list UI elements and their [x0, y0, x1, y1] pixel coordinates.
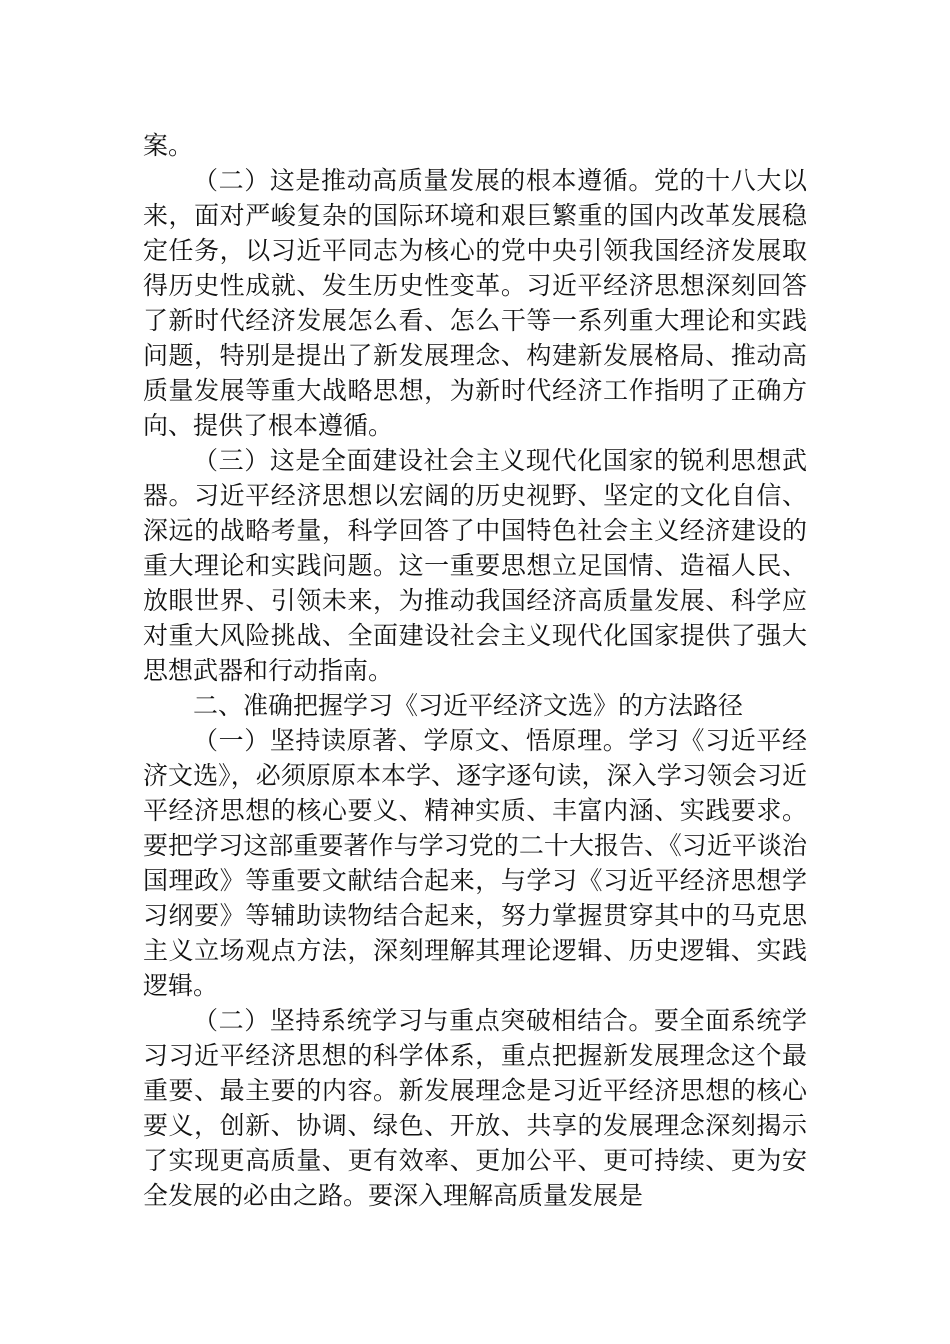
section-heading-2: 二、准确把握学习《习近平经济文选》的方法路径	[193, 691, 744, 720]
paragraph-section-1-2: （二）这是推动高质量发展的根本遵循。党的十八大以来，面对严峻复杂的国际环境和艰巨繁重的国内改革发展稳定任务，以习近平同志为核心的党中央引领我国经济发展取得历史性成就、发生历史性变革。习近平经济思想深刻回答了新时代经济发展怎么看、怎么干等一系列重大理论和实践问题，特别是提出了新发展理念、构建新发展格局、推动高质量发展等重大战略思想，为新时代经济工作指明了正确方向、提供了根本遵循。	[143, 166, 807, 440]
paragraph-section-2-1: （一）坚持读原著、学原文、悟原理。学习《习近平经济文选》，必须原原本本学、逐字逐句读，深入学习领会习近平经济思想的核心要义、精神实质、丰富内涵、实践要求。要把学习这部重要著作与学习党的二十大报告、《习近平谈治国理政》等重要文献结合起来，与学习《习近平经济思想学习纲要》等辅助读物结合起来，努力掌握贯穿其中的马克思主义立场观点方法，深刻理解其理论逻辑、历史逻辑、实践逻辑。	[143, 726, 807, 1000]
document-body	[143, 128, 807, 1213]
paragraph-continuation: 案。	[143, 131, 194, 160]
paragraph-section-2-2: （二）坚持系统学习与重点突破相结合。要全面系统学习习近平经济思想的科学体系，重点把握新发展理念这个最重要、最主要的内容。新发展理念是习近平经济思想的核心要义，创新、协调、绿色、开放、共享的发展理念深刻揭示了实现更高质量、更有效率、更加公平、更可持续、更为安全发展的必由之路。要深入理解高质量发展是	[143, 1006, 807, 1210]
paragraph-section-1-3: （三）这是全面建设社会主义现代化国家的锐利思想武器。习近平经济思想以宏阔的历史视野、坚定的文化自信、深远的战略考量，科学回答了中国特色社会主义经济建设的重大理论和实践问题。这一重要思想立足国情、造福人民、放眼世界、引领未来，为推动我国经济高质量发展、科学应对重大风险挑战、全面建设社会主义现代化国家提供了强大思想武器和行动指南。	[143, 446, 807, 685]
